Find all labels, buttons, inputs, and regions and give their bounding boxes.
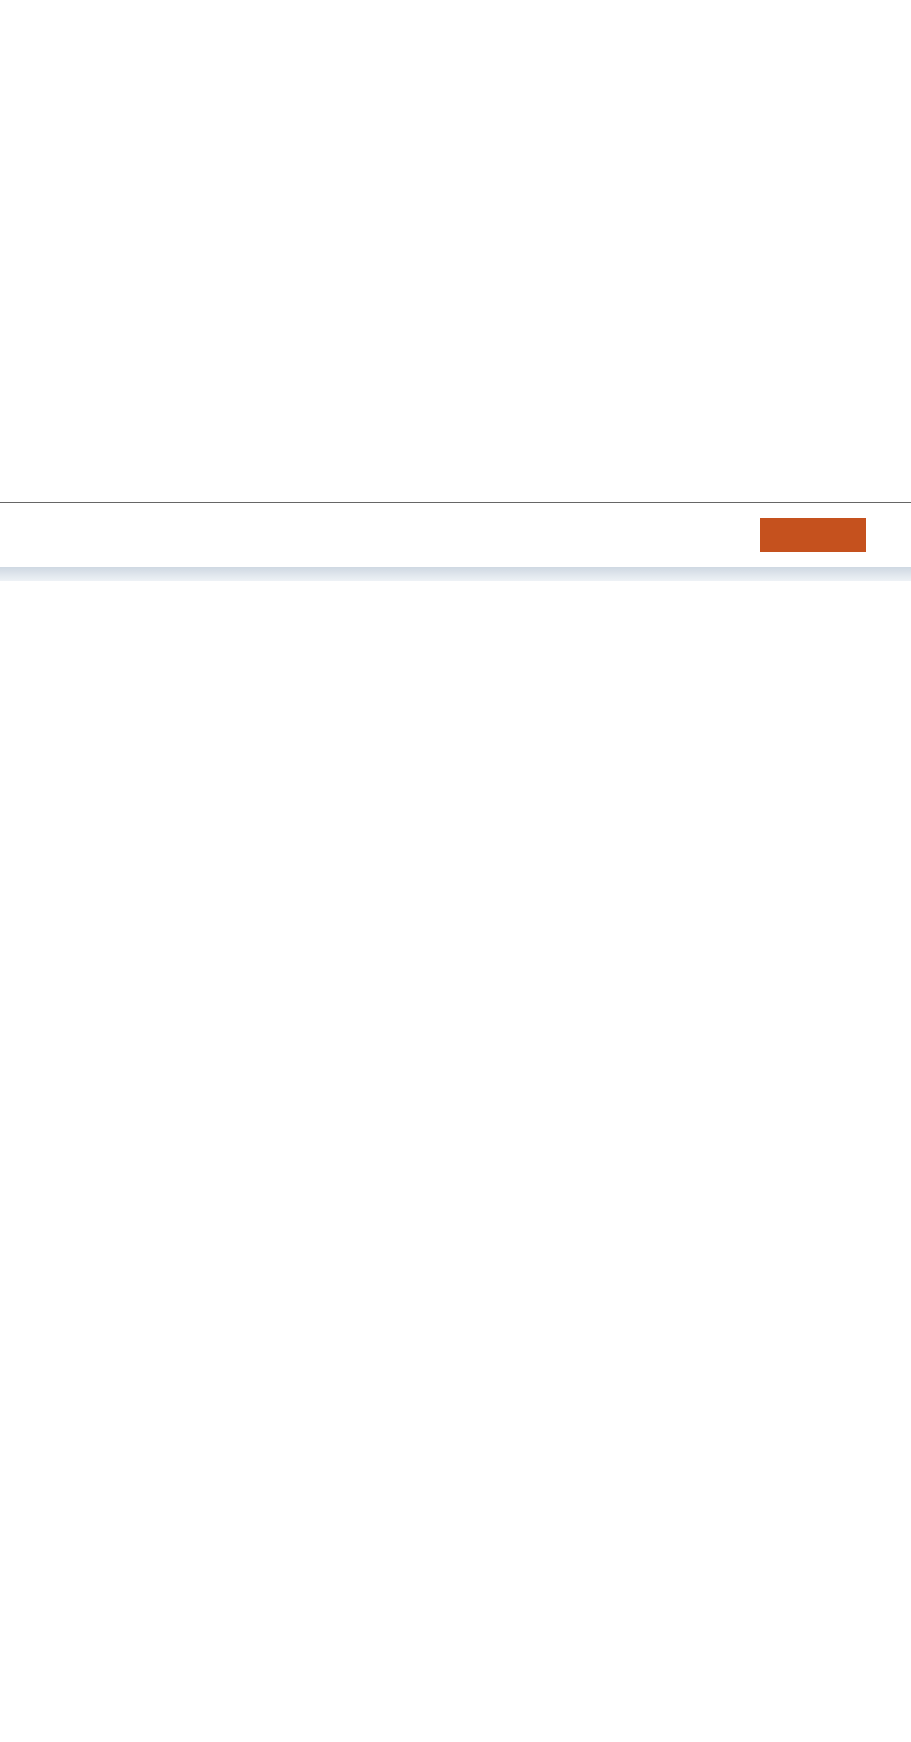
page-number-badge (760, 518, 866, 552)
page-footer (0, 502, 911, 554)
page-separator (0, 567, 911, 581)
